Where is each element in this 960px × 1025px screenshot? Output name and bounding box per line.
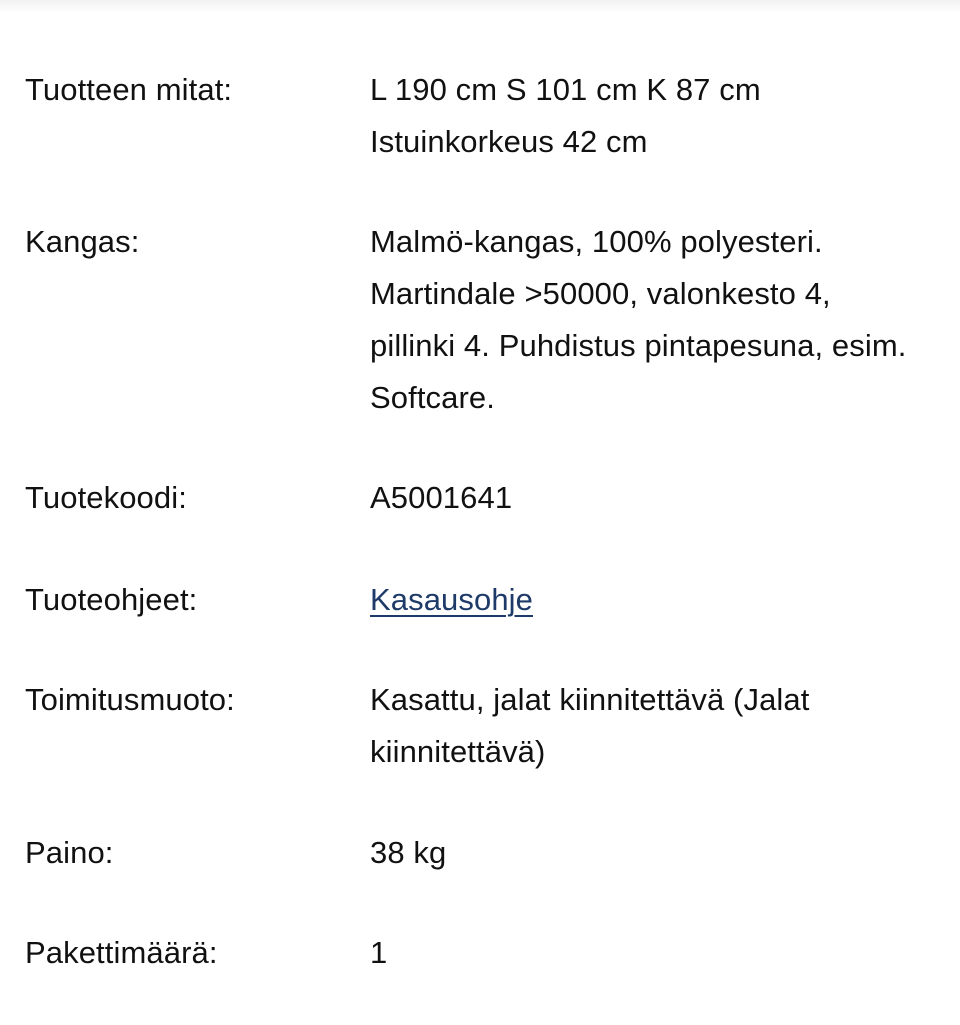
spec-label-fabric: Kangas: [25,224,140,259]
spec-value-delivery [370,674,930,778]
assembly-instructions-link[interactable]: Kasausohje [370,582,534,617]
spec-label-instructions: Tuoteohjeet: [25,582,198,617]
spec-value-line: Kasattu, jalat kiinnitettävä (Jalat [370,682,810,717]
spec-label-product-code: Tuotekoodi: [25,480,187,515]
spec-value-line: Martindale >50000, valonkesto 4, [370,276,831,311]
spec-value-package-count: 1 [370,935,388,970]
spec-value-fabric [370,216,930,424]
spec-value-line: kiinnitettävä) [370,734,546,769]
spec-label-weight: Paino: [25,835,114,870]
spec-value-line: Malmö-kangas, 100% polyesteri. [370,224,823,259]
spec-value-line: Istuinkorkeus 42 cm [370,124,648,159]
spec-value-dimensions [370,64,930,168]
top-divider-shadow [0,0,960,14]
spec-value-line: L 190 cm S 101 cm K 87 cm [370,72,761,107]
spec-value-instructions [370,574,930,626]
spec-label-dimensions: Tuotteen mitat: [25,72,233,107]
spec-value-product-code: A5001641 [370,480,513,515]
spec-value-line: pillinki 4. Puhdistus pintapesuna, esim. [370,328,907,363]
spec-value-weight: 38 kg [370,835,447,870]
spec-label-delivery: Toimitusmuoto: [25,682,235,717]
spec-label-package-count: Pakettimäärä: [25,935,218,970]
spec-value-line: Softcare. [370,380,495,415]
